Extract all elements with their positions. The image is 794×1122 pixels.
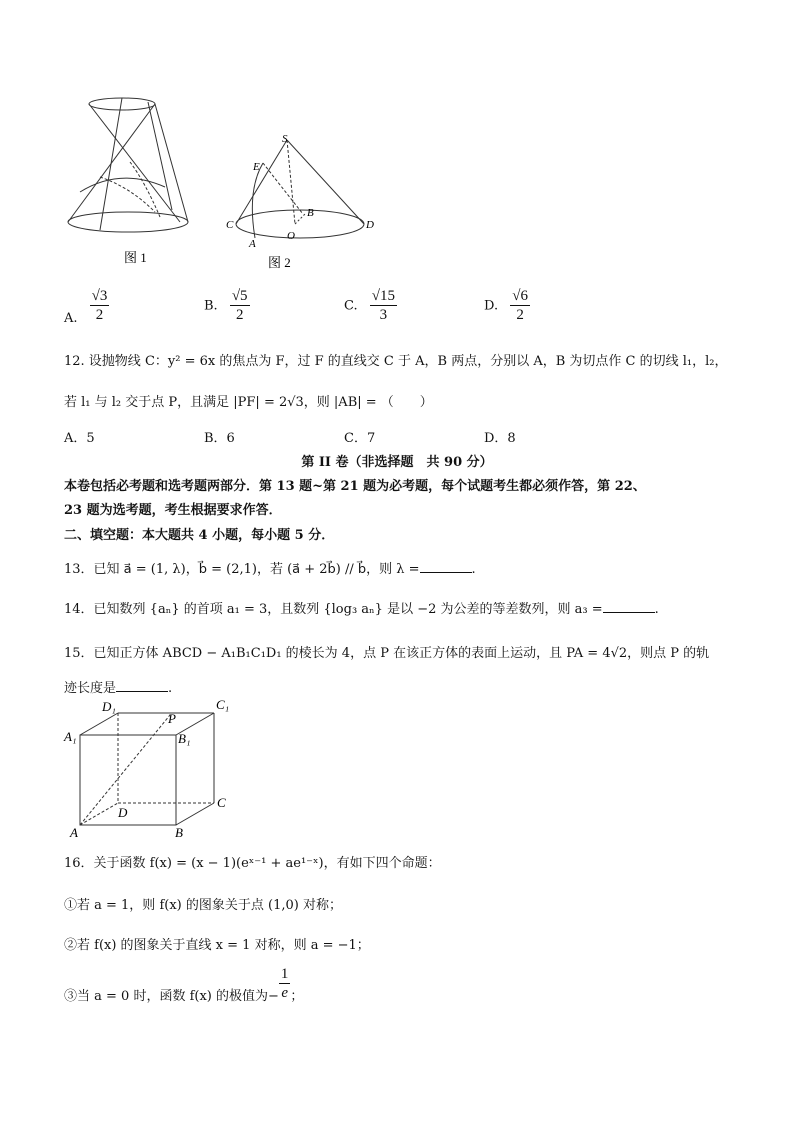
q11-options: [64, 288, 584, 332]
option-letter: C.: [344, 298, 358, 314]
section-desc-line2: 23 题为选考题，考生根据要求作答．: [64, 503, 282, 518]
cube-edge-BC: [176, 803, 214, 825]
answer-blank: [116, 679, 168, 692]
fig2-label-D: D: [366, 219, 374, 231]
fig1-line-3: [155, 104, 188, 222]
q15-line1: 15．已知正方体 ABCD − A₁B₁C₁D₁ 的棱长为 4，点 P 在该正方体的表面上运动，且 PA = 4√2，则点 P 的轨: [64, 646, 710, 661]
q12-option-b: B．6: [204, 431, 235, 446]
fig2-path-EA: [252, 163, 263, 238]
cube-label-B: B: [175, 825, 183, 840]
q12-option-c: C．7: [344, 431, 376, 446]
option-letter: A.: [64, 310, 78, 326]
q16-p3-numerator: 1: [280, 966, 289, 982]
section-desc-line1: 本卷包括必考题和选考题两部分．第 13 题~第 21 题为必考题，每个试题考生都必须作答，第 22、: [64, 479, 646, 494]
cube-edge-AD: [80, 803, 118, 825]
fig1-curve-1: [80, 178, 165, 192]
option-denominator: 2: [95, 307, 104, 323]
q16-proposition-2: ②若 f(x) 的图象关于直线 x = 1 对称，则 a = −1；: [64, 938, 370, 953]
q16-p3-end: ；: [290, 988, 304, 1004]
option-denominator: 3: [379, 307, 388, 323]
fill-blank-heading: 二、填空题：本大题共 4 小题，每小题 5 分．: [64, 528, 335, 543]
fig2-base-ellipse: [236, 210, 364, 238]
q13-text: 13．已知 a⃗ = (1, λ)，b⃗ = (2,1)，若 (a⃗ + 2b⃗) // b⃗，则 λ =: [64, 562, 420, 577]
section-title: 第 II 卷（非选择题 共 90 分）: [301, 455, 493, 470]
cube-label-P: P: [168, 711, 176, 726]
answer-blank: [420, 560, 472, 573]
cube-label-C: C: [217, 795, 226, 810]
fig2-ob: [295, 214, 305, 224]
option-denominator: 2: [516, 307, 524, 323]
fig2-caption: 图 2: [268, 255, 291, 270]
option-denominator: 2: [235, 307, 244, 323]
cube-label-D1: D₁: [102, 699, 116, 714]
q11-option-c: [344, 288, 397, 324]
cube-label-B1: B₁: [178, 731, 191, 746]
fig2-label-E: E: [253, 161, 260, 173]
cube-figure: [62, 695, 242, 840]
fig2-label-A: A: [249, 238, 256, 250]
q11-option-a: [64, 288, 109, 324]
option-letter: D.: [484, 298, 499, 314]
q15-line2-text: 迹长度是: [64, 681, 117, 696]
option-numerator: √15: [371, 288, 395, 304]
q16-p3-minus: −: [268, 988, 279, 1004]
cube-label-A: A: [70, 825, 78, 840]
fig2-axis: [287, 140, 295, 224]
option-numerator: √5: [231, 288, 248, 304]
cube-label-D: D: [118, 805, 128, 820]
cube-label-A1: A₁: [64, 729, 77, 744]
cube-edge-A1D1: [80, 713, 118, 735]
q11-option-b: [204, 288, 250, 324]
cube-label-C1: C₁: [216, 697, 230, 712]
q14-text: 14．已知数列 {aₙ} 的首项 a₁ = 3，且数列 {log₃ aₙ} 是以 −2 为公差的等差数列，则 a₃ =: [64, 602, 603, 617]
q14: 14．已知数列 {aₙ} 的首项 a₁ = 3，且数列 {log₃ aₙ} 是以 −2 为公差的等差数列，则 a₃ = .: [64, 602, 659, 617]
figure-1: [60, 92, 225, 272]
q16-p3-text: ③当 a = 0 时，函数 f(x) 的极值为: [64, 988, 268, 1004]
fig1-bottom-ellipse: [68, 212, 188, 232]
fig2-path-EB: [263, 163, 303, 214]
q16-proposition-3: [64, 966, 764, 1010]
q12-line2: 若 l₁ 与 l₂ 交于点 P，且满足 |PF| = 2√3，则 |AB| = （ ）: [64, 395, 433, 410]
option-letter: B.: [204, 298, 218, 314]
figure-2: [225, 130, 380, 275]
fig2-label-O: O: [287, 230, 295, 242]
fig1-line-4: [148, 102, 172, 210]
q12-option-d: D．8: [484, 431, 516, 446]
q13: 13．已知 a⃗ = (1, λ)，b⃗ = (2,1)，若 (a⃗ + 2b⃗) // b⃗，则 λ = .: [64, 562, 476, 577]
fig1-caption: 图 1: [124, 250, 147, 265]
fig1-line-5: [100, 98, 122, 230]
option-numerator: √6: [512, 288, 528, 304]
fig2-edge-left: [236, 140, 287, 224]
fig1-line-1: [89, 104, 180, 222]
fig2-label-S: S: [282, 133, 288, 145]
q15-line2: 迹长度是 .: [64, 681, 173, 696]
q16-p3-denominator: e: [281, 985, 288, 1001]
q12-line1: 12. 设抛物线 C：y² = 6x 的焦点为 F，过 F 的直线交 C 于 A，B 两点，分别以 A，B 为切点作 C 的切线 l₁，l₂，: [64, 354, 728, 369]
q11-option-d: [484, 288, 530, 324]
answer-blank: [603, 600, 655, 613]
option-numerator: √3: [91, 288, 108, 304]
q16-proposition-1: ①若 a = 1，则 f(x) 的图象关于点 (1,0) 对称；: [64, 898, 342, 913]
q16-stem: 16．关于函数 f(x) = (x − 1)(eˣ⁻¹ + ae¹⁻ˣ)，有如下四个命题：: [64, 856, 441, 871]
q12-option-a: A．5: [64, 431, 95, 446]
cube-front-face: [80, 735, 176, 825]
fig2-label-B: B: [307, 207, 314, 219]
fig2-label-C: C: [226, 219, 234, 231]
